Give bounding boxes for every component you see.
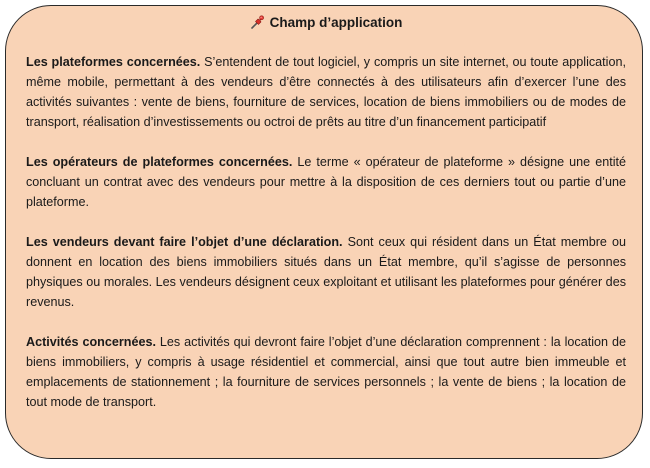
paragraph-vendeurs bbox=[26, 232, 626, 312]
pushpin-icon bbox=[250, 14, 266, 35]
paragraph-text: Le terme « opérateur de plateforme » désigne une entité concluant un contrat avec des vendeurs pour mettre à la disposition de ces derniers tout ou partie d’une plateforme. bbox=[26, 155, 627, 209]
paragraph-text: Les activités qui devront faire l’objet d’une déclaration comprennent : la location de biens immobiliers, y compris à usage résidentiel et commercial, ainsi que tout autre bien immeuble et emplacements de stationnement ; la fourniture de services personnels ; la vente de biens ; la location de tout mode de transport. bbox=[26, 335, 626, 409]
paragraph-lead: Les opérateurs de plateformes concernées. bbox=[26, 155, 293, 169]
title-row bbox=[26, 14, 626, 35]
page-title: Champ d’application bbox=[269, 15, 403, 30]
paragraph-lead: Activités concernées. bbox=[26, 335, 156, 349]
paragraph-text: S’entendent de tout logiciel, y compris un site internet, ou toute application, même mobile, permettant à des vendeurs d’être connectés à des utilisateurs afin d’exercer l’une des activités suivantes : vente de biens, fourniture de services, location de biens immobiliers ou de modes de transport, réalisation d’investissements ou octroi de prêts au titre d’un financement participatif bbox=[26, 55, 626, 129]
paragraph-text: Sont ceux qui résident dans un État membre ou donnent en location des biens immobiliers situés dans un État membre, qu’il s’agisse de personnes physiques ou morales. Les vendeurs désignent ceux exploitant et utilisant les plateformes pour générer des revenus. bbox=[26, 235, 626, 309]
paragraph-lead: Les plateformes concernées. bbox=[26, 55, 201, 69]
paragraph-activites bbox=[26, 332, 626, 412]
paragraph-lead: Les vendeurs devant faire l’objet d’une déclaration. bbox=[26, 235, 343, 249]
paragraph-plateformes bbox=[26, 52, 626, 132]
info-box bbox=[5, 5, 643, 459]
paragraph-operateurs bbox=[26, 152, 626, 212]
